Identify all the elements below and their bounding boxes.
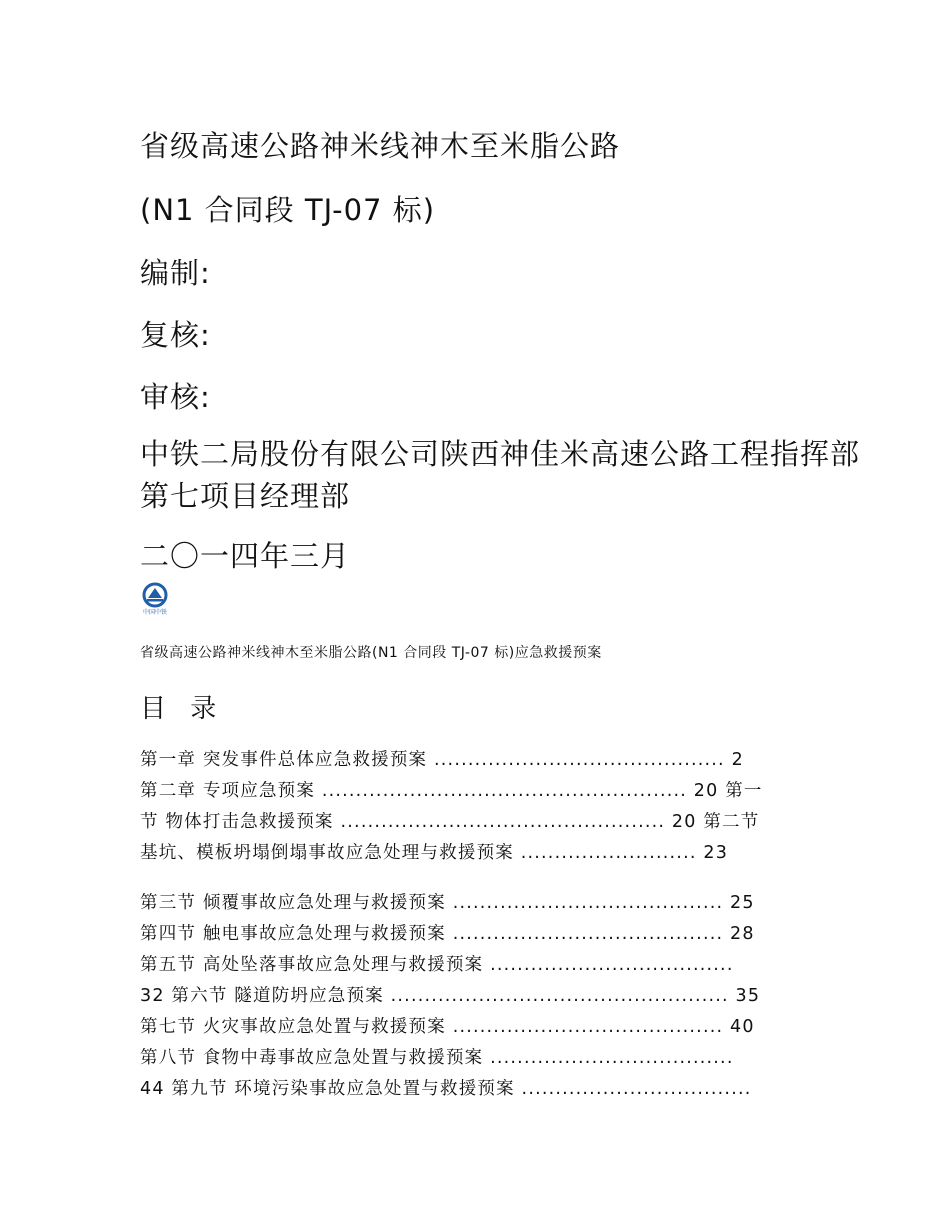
toc-line[interactable]: 第一章 突发事件总体应急救援预案 ........................................... 2 <box>140 750 744 770</box>
compiler-label: 编制: <box>140 256 211 290</box>
toc-line[interactable]: 第五节 高处坠落事故应急处理与救援预案 .................................... <box>140 955 734 975</box>
toc-line[interactable]: 节 物体打击急救援预案 ................................................ 20 第二节 <box>140 812 760 832</box>
document-subtitle: 省级高速公路神米线神木至米脂公路(N1 合同段 TJ-07 标)应急救援预案 <box>140 645 602 661</box>
toc-line[interactable]: 44 第九节 环境污染事故应急处置与救援预案 .................................. <box>140 1079 752 1099</box>
toc-line[interactable]: 基坑、模板坍塌倒塌事故应急处理与救援预案 .......................... 23 <box>140 843 729 863</box>
cover-title-line2: (N1 合同段 TJ-07 标) <box>140 193 436 227</box>
toc-line[interactable]: 32 第六节 隧道防坍应急预案 .................................................. 35 <box>140 986 761 1006</box>
toc-line[interactable]: 第八节 食物中毒事故应急处置与救援预案 .................................... <box>140 1048 734 1068</box>
logo-text: 中国中铁 <box>142 609 168 616</box>
cover-title-line1: 省级高速公路神米线神木至米脂公路 <box>140 129 621 163</box>
cover-date: 二〇一四年三月 <box>140 539 351 573</box>
toc-line[interactable]: 第四节 触电事故应急处理与救援预案 ........................................ 28 <box>140 924 755 944</box>
toc-line[interactable]: 第三节 倾覆事故应急处理与救援预案 ........................................ 25 <box>140 893 755 913</box>
approver-label: 审核: <box>140 380 211 414</box>
crec-logo-icon <box>139 582 171 616</box>
toc-line[interactable]: 第二章 专项应急预案 ...................................................... 20 第一 <box>140 781 763 801</box>
toc-heading: 目 录 <box>140 694 225 724</box>
reviewer-label: 复核: <box>140 318 211 352</box>
organization-line1: 中铁二局股份有限公司陕西神佳米高速公路工程指挥部 <box>140 437 861 471</box>
toc-line[interactable]: 第七节 火灾事故应急处置与救援预案 ........................................ 40 <box>140 1017 755 1037</box>
organization-line2: 第七项目经理部 <box>140 479 351 513</box>
